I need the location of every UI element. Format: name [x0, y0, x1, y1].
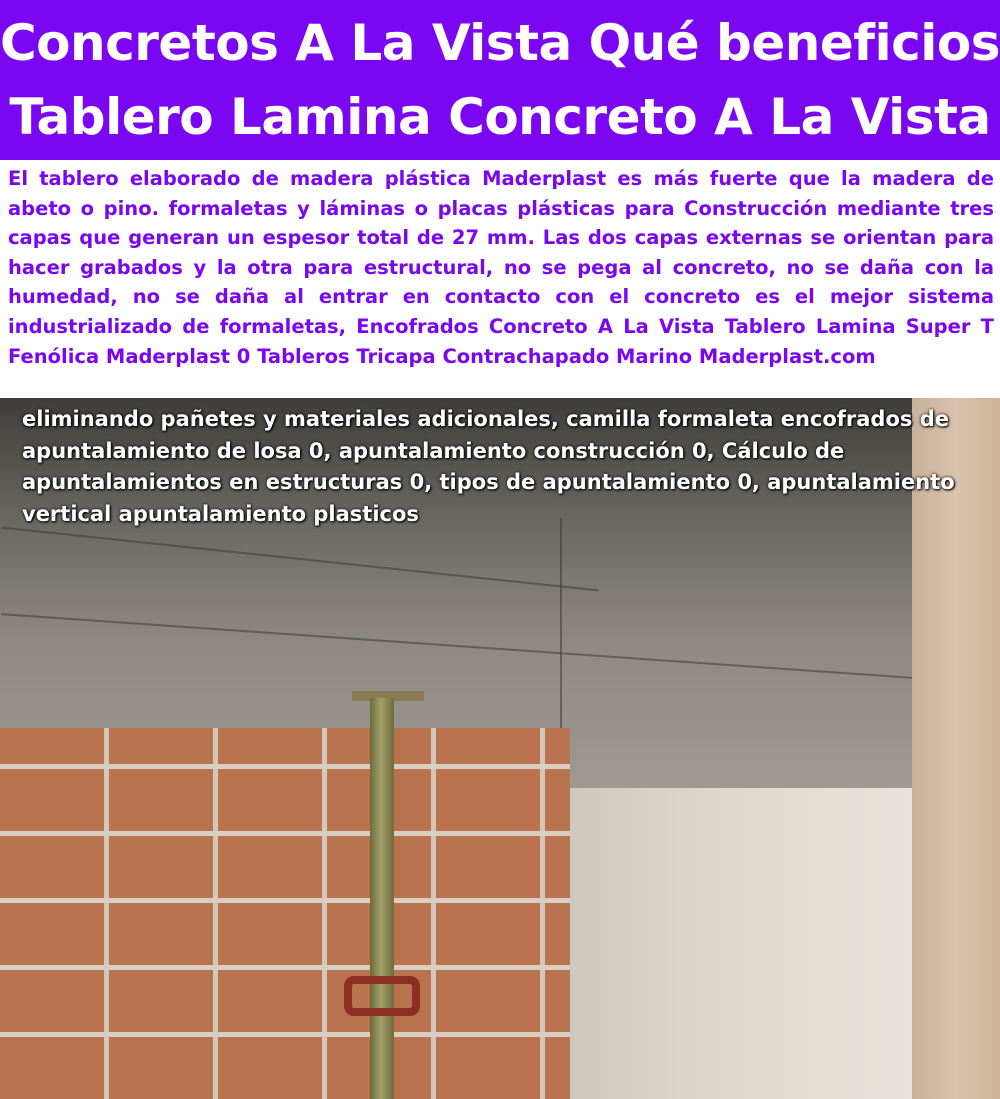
photo-caption: eliminando pañetes y materiales adicionales, camilla formaleta encofrados de apuntalamiento de losa 0, apuntalamiento construcción 0, Cálculo de apuntalamientos en estructuras 0, tipos de apuntalamiento 0, apuntalamiento vertical apuntalamiento plasticos	[22, 407, 955, 526]
ceiling-joint	[1, 613, 999, 685]
title-line-1: Concretos A La Vista Qué beneficios	[0, 14, 1000, 72]
product-description: El tablero elaborado de madera plástica Maderplast es más fuerte que la madera de abeto o pino. formaletas y láminas o placas plásticas para Construcción mediante tres capas que generan un espesor total de 27 mm. Las dos capas externas se orientan para hacer grabados y la otra para estructural, no se pega al concreto, no se daña con la humedad, no se daña al entrar en contacto con el concreto es el mejor sistema industrializado de formaletas, Encofrados Concreto A La Vista Tablero Lamina Super T Fenólica Maderplast 0 Tableros Tricapa Contrachapado Marino Maderplast.com	[0, 160, 1000, 398]
brick-wall	[0, 728, 570, 1099]
title-line-2: Tablero Lamina Concreto A La Vista	[9, 88, 991, 146]
plaster-wall	[565, 788, 930, 1099]
prop-clamp	[344, 976, 420, 1016]
ceiling-joint	[2, 527, 599, 592]
shoring-prop	[370, 698, 394, 1099]
title-banner	[0, 0, 1000, 160]
